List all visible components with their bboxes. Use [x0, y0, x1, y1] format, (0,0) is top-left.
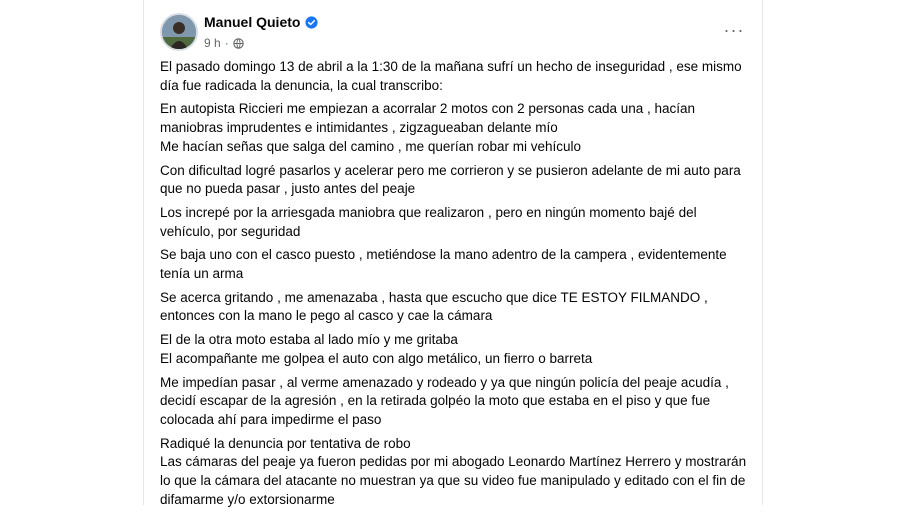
- post-text-line: Me hacían señas que salga del camino , me querían robar mi vehículo: [160, 138, 581, 154]
- post-text-line: El acompañante me golpea el auto con algo metálico, un fierro o barreta: [160, 350, 593, 366]
- post-text-line: Me impedían pasar , al verme amenazado y rodeado y ya que ningún policía del peaje acudía , decidí escapar de la agresión , en la retirada golpéo la moto que estaba en el piso y que fue colocada ahí para impedirme el paso: [160, 374, 729, 427]
- avatar[interactable]: [160, 13, 198, 51]
- more-options-button[interactable]: ···: [723, 19, 745, 40]
- post-text-line: En autopista Riccieri me empiezan a acorralar 2 motos con 2 personas cada una , hacían maniobras imprudentes e intimidantes , zigzagueaban delante mío: [160, 101, 696, 136]
- post-body: [160, 58, 754, 514]
- post-text-line: Los increpé por la arriesgada maniobra que realizaron , pero en ningún momento bajé del vehículo, por seguridad: [160, 204, 697, 239]
- post-text-line: El pasado domingo 13 de abril a la 1:30 de la mañana sufrí un hecho de inseguridad , ese mismo día fue radicada la denuncia, la cual transcribo:: [160, 59, 742, 93]
- post-text-line: Radiqué la denuncia por tentativa de robo: [160, 435, 411, 451]
- author-name[interactable]: Manuel Quieto: [204, 14, 301, 30]
- post-meta: [204, 36, 244, 50]
- verified-badge-icon: [305, 16, 318, 29]
- author-line: [204, 14, 318, 30]
- post-paragraph: [160, 162, 754, 199]
- post-paragraph: [160, 58, 754, 95]
- post-paragraph: [160, 435, 754, 510]
- post-text-line: El de la otra moto estaba al lado mío y me gritaba: [160, 332, 458, 348]
- post-paragraph: [160, 246, 754, 283]
- post-paragraph: [160, 100, 754, 156]
- meta-separator: ·: [224, 36, 229, 50]
- post-text-line: Las cámaras del peaje ya fueron pedidas por mi abogado Leonardo Martínez Herrero y mostrarán lo que la cámara del atacante no muestran ya que su video fue manipulado y editado con el fin de difamarme y/o extorsionarme: [160, 454, 747, 507]
- post-timestamp[interactable]: 9 h: [204, 36, 221, 50]
- post-text-line: Con dificultad logré pasarlos y acelerar pero me corrieron y se pusieron adelante de mi auto para que no pueda pasar , justo antes del peaje: [160, 162, 741, 197]
- post-paragraph: [160, 289, 754, 326]
- globe-icon[interactable]: [233, 38, 244, 49]
- post-paragraph: [160, 331, 754, 368]
- post-text-line: Se baja uno con el casco puesto , metiéndose la mano adentro de la campera , evidentemente tenía un arma: [160, 247, 727, 282]
- post-paragraph: [160, 204, 754, 241]
- post-text-line: Se acerca gritando , me amenazaba , hasta que escucho que dice TE ESTOY FILMANDO , entonces con la mano le pego al casco y cae la cámara: [160, 289, 708, 324]
- post-header: [144, 0, 762, 56]
- facebook-post: [143, 0, 763, 505]
- post-paragraph: [160, 374, 754, 430]
